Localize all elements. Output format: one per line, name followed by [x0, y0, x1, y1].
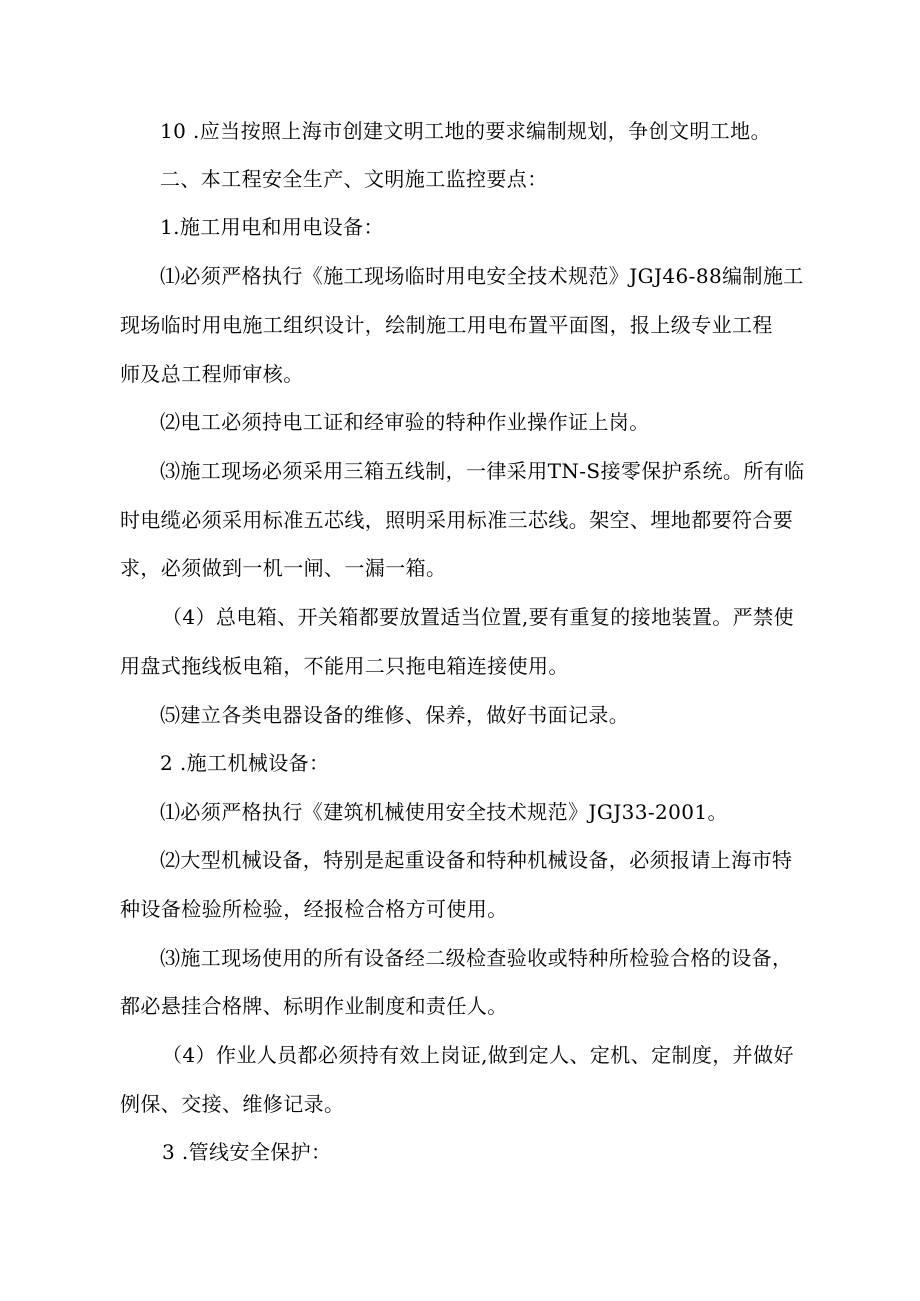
para-1-1-line-1: ⑴必须严格执行《施工现场临时用电安全技术规范》JGJ46-88编制施工 — [160, 264, 804, 288]
subheading-3-pipeline: 3 .管线安全保护： — [162, 1140, 332, 1164]
para-2-2-line-1: ⑵大型机械设备，特别是起重设备和特种机械设备，必须报请上海市特 — [160, 848, 793, 872]
para-1-3-line-3: 求，必须做到一机一闸、一漏一箱。 — [120, 556, 447, 580]
para-1-4-line-2: 用盘式拖线板电箱，不能用二只拖电箱连接使用。 — [120, 654, 569, 678]
para-2-4-line-2: 例保、交接、维修记录。 — [120, 1092, 345, 1116]
subheading-2-machinery: 2 .施工机械设备： — [160, 751, 330, 775]
para-2-1: ⑴必须严格执行《建筑机械使用安全技术规范》JGJ33-2001。 — [160, 800, 728, 824]
item-10-civilized-site: 10 .应当按照上海市创建文明工地的要求编制规划，争创文明工地。 — [160, 119, 771, 143]
para-2-3-line-2: 都必悬挂合格牌、标明作业制度和责任人。 — [120, 994, 508, 1018]
para-2-3-line-1: ⑶施工现场使用的所有设备经二级检查验收或特种所检验合格的设备， — [160, 946, 793, 970]
para-1-1-line-3: 师及总工程师审核。 — [120, 362, 304, 386]
para-1-3-line-2: 时电缆必须采用标准五芯线，照明采用标准三芯线。架空、埋地都要符合要 — [120, 508, 794, 532]
para-1-3-line-1: ⑶施工现场必须采用三箱五线制，一律采用TN-S接零保护系统。所有临 — [160, 459, 805, 483]
subheading-1-electricity: 1.施工用电和用电设备： — [160, 215, 384, 239]
para-1-1-line-2: 现场临时用电施工组织设计，绘制施工用电布置平面图，报上级专业工程 — [120, 313, 773, 337]
para-1-5: ⑸建立各类电器设备的维修、保养，做好书面记录。 — [160, 703, 630, 727]
para-2-2-line-2: 种设备检验所检验，经报检合格方可使用。 — [120, 897, 508, 921]
section-heading-2: 二、本工程安全生产、文明施工监控要点： — [160, 167, 548, 191]
para-1-4-line-1: （4）总电箱、开关箱都要放置适当位置,要有重复的接地装置。严禁使 — [162, 605, 794, 629]
para-2-4-line-1: （4）作业人员都必须持有效上岗证,做到定人、定机、定制度，并做好 — [162, 1043, 794, 1067]
para-1-2: ⑵电工必须持电工证和经审验的特种作业操作证上岗。 — [160, 410, 650, 434]
